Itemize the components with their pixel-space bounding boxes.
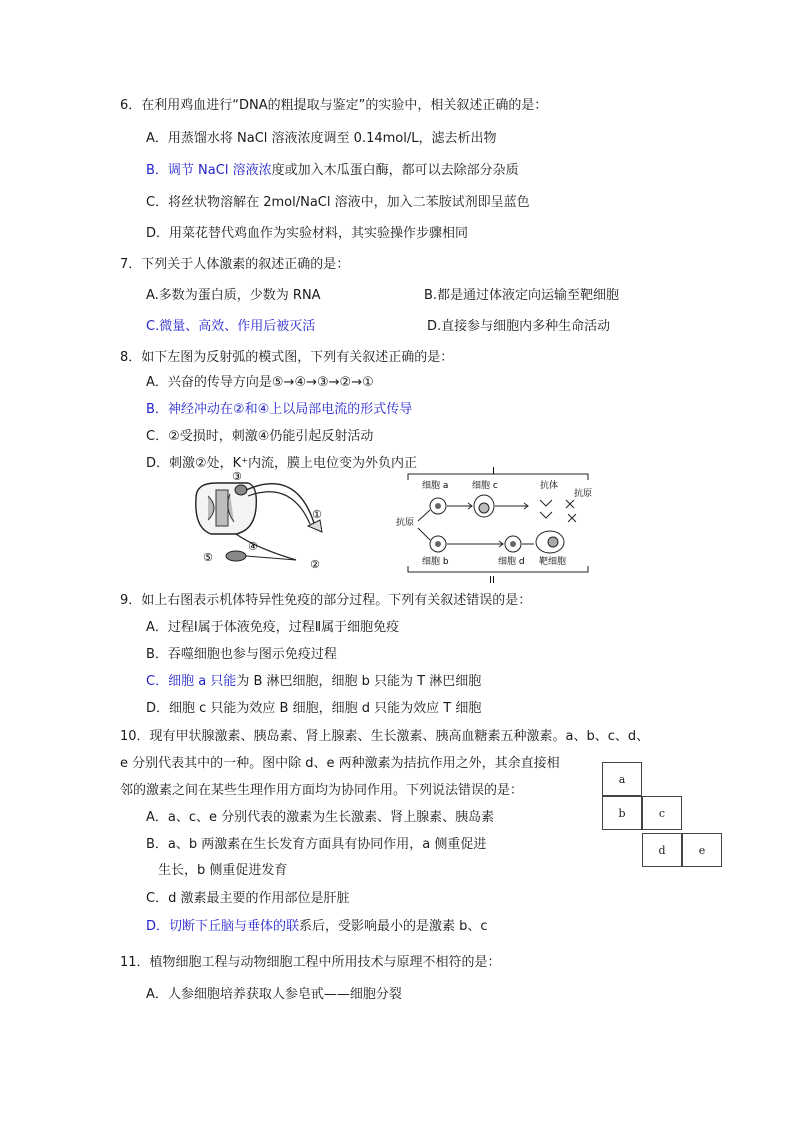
q9-option-c [146,673,481,691]
q8-option-a: A．兴奋的传导方向是⑤→④→③→②→① [146,375,374,390]
fig-left-label-2: ② [310,558,320,571]
q11-stem: 11．植物细胞工程与动物细胞工程中所用技术与原理不相符的是： [120,955,501,970]
grid-cell-d: d [642,833,682,867]
fig-right-cell-b-label: 细胞 b [422,557,449,567]
q6-option-c: C．将丝状物溶解在 2mol/NaCl 溶液中，加入二苯胺试剂即呈蓝色 [146,195,530,210]
bracket-I [408,474,588,480]
q10-option-d [146,918,488,936]
fig-left-label-4: ④ [248,540,258,553]
q9-option-a: A．过程Ⅰ属于体液免疫，过程Ⅱ属于细胞免疫 [146,620,400,635]
fig-right-roman-1: I [492,466,495,477]
q8-option-d: D．刺激②处，K⁺内流，膜上电位变为外负内正 [146,456,418,471]
antibody-shapes [540,500,552,518]
fig-right-antigen-left-label: 抗原 [396,518,415,528]
fig-right-roman-2: II [489,575,495,584]
q9-option-d: D．细胞 c 只能为效应 B 细胞，细胞 d 只能为效应 T 细胞 [146,701,482,716]
grid-cell-e: e [682,833,722,867]
q6-stem: 6．在利用鸡血进行“DNA的粗提取与鉴定”的实验中，相关叙述正确的是： [120,98,548,113]
q8-stem: 8．如下左图为反射弧的模式图，下列有关叙述正确的是： [120,350,454,365]
q11-option-a: A．人参细胞培养获取人参皂甙——细胞分裂 [146,987,402,1002]
fig-right-cell-c-label: 细胞 c [472,481,498,491]
q7-option-d: D.直接参与细胞内多种生命活动 [427,319,611,334]
q10-stem-line1: 10．现有甲状腺激素、胰岛素、肾上腺素、生长激素、胰高血糖素五种激素。a、b、c、d、 [120,729,650,744]
q7-option-a: A.多数为蛋白质，少数为 RNA [146,288,321,303]
q6-option-d: D．用菜花替代鸡血作为实验材料，其实验操作步骤相同 [146,226,469,241]
q9-option-c-rest: 为 B 淋巴细胞，细胞 b 只能为 T 淋巴细胞 [236,674,482,689]
q10-option-c: C．d 激素最主要的作用部位是肝脏 [146,891,350,906]
ganglion [235,485,247,495]
fig-left-label-3: ③ [232,470,242,483]
q8-option-c: C．②受损时，刺激④仍能引起反射活动 [146,429,374,444]
q7-option-b: B.都是通过体液定向运输至靶细胞 [424,288,620,303]
q10-option-b-line2: 生长，b 侧重促进发育 [158,863,288,878]
reflex-arc-figure [186,468,336,578]
q7-stem: 7．下列关于人体激素的叙述正确的是： [120,257,350,272]
q10-stem-line3: 邻的激素之间在某些生理作用方面均为协同作用。下列说法错误的是： [120,783,524,798]
q6-option-a: A．用蒸馏水将 NaCl 溶液浓度调至 0.14mol/L，滤去析出物 [146,131,497,146]
fig-right-cell-d-label: 细胞 d [498,557,525,567]
fig-left-label-5: ⑤ [203,551,213,564]
q10-option-a: A．a、c、e 分别代表的激素为生长激素、肾上腺素、胰岛素 [146,810,495,825]
fig-right-antibody-label: 抗体 [540,481,559,491]
q9-stem: 9．如上右图表示机体特异性免疫的部分过程。下列有关叙述错误的是： [120,593,532,608]
grid-cell-c: c [642,796,682,830]
fig-left-label-1: ① [312,508,322,521]
q10-option-d-rest: 系后，受影响最小的是激素 b、c [299,919,488,934]
q9-option-c-highlight: C．细胞 a 只能 [146,674,237,689]
q10-stem-line2: e 分别代表其中的一种。图中除 d、e 两种激素为拮抗作用之外，其余直接相 [120,756,560,771]
grid-cell-b: b [602,796,642,830]
q9-option-b: B．吞噬细胞也参与图示免疫过程 [146,647,337,662]
q10-option-b-line1: B．a、b 两激素在生长发育方面具有协同作用，a 侧重促进 [146,837,487,852]
receptor-shape [308,520,322,532]
antigen-shapes [566,500,576,522]
q6-option-b-highlight: B．调节 NaCl 溶液浓 [146,163,272,178]
fig-right-cell-a-label: 细胞 a [422,481,449,491]
q6-option-b-rest: 度或加入木瓜蛋白酶，都可以去除部分杂质 [271,163,519,178]
q10-option-d-highlight: D．切断下丘脑与垂体的联 [146,919,300,934]
fig-right-target-label: 靶细胞 [539,557,567,567]
q8-option-b: B．神经冲动在②和④上以局部电流的形式传导 [146,402,413,417]
effector-shape [226,551,246,561]
q6-option-b [146,162,519,180]
fig-right-antigen-top-label: 抗原 [574,489,593,499]
immune-process-figure [368,466,598,584]
grid-cell-a: a [602,762,642,796]
q7-option-c: C.微量、高效、作用后被灭活 [146,319,316,334]
